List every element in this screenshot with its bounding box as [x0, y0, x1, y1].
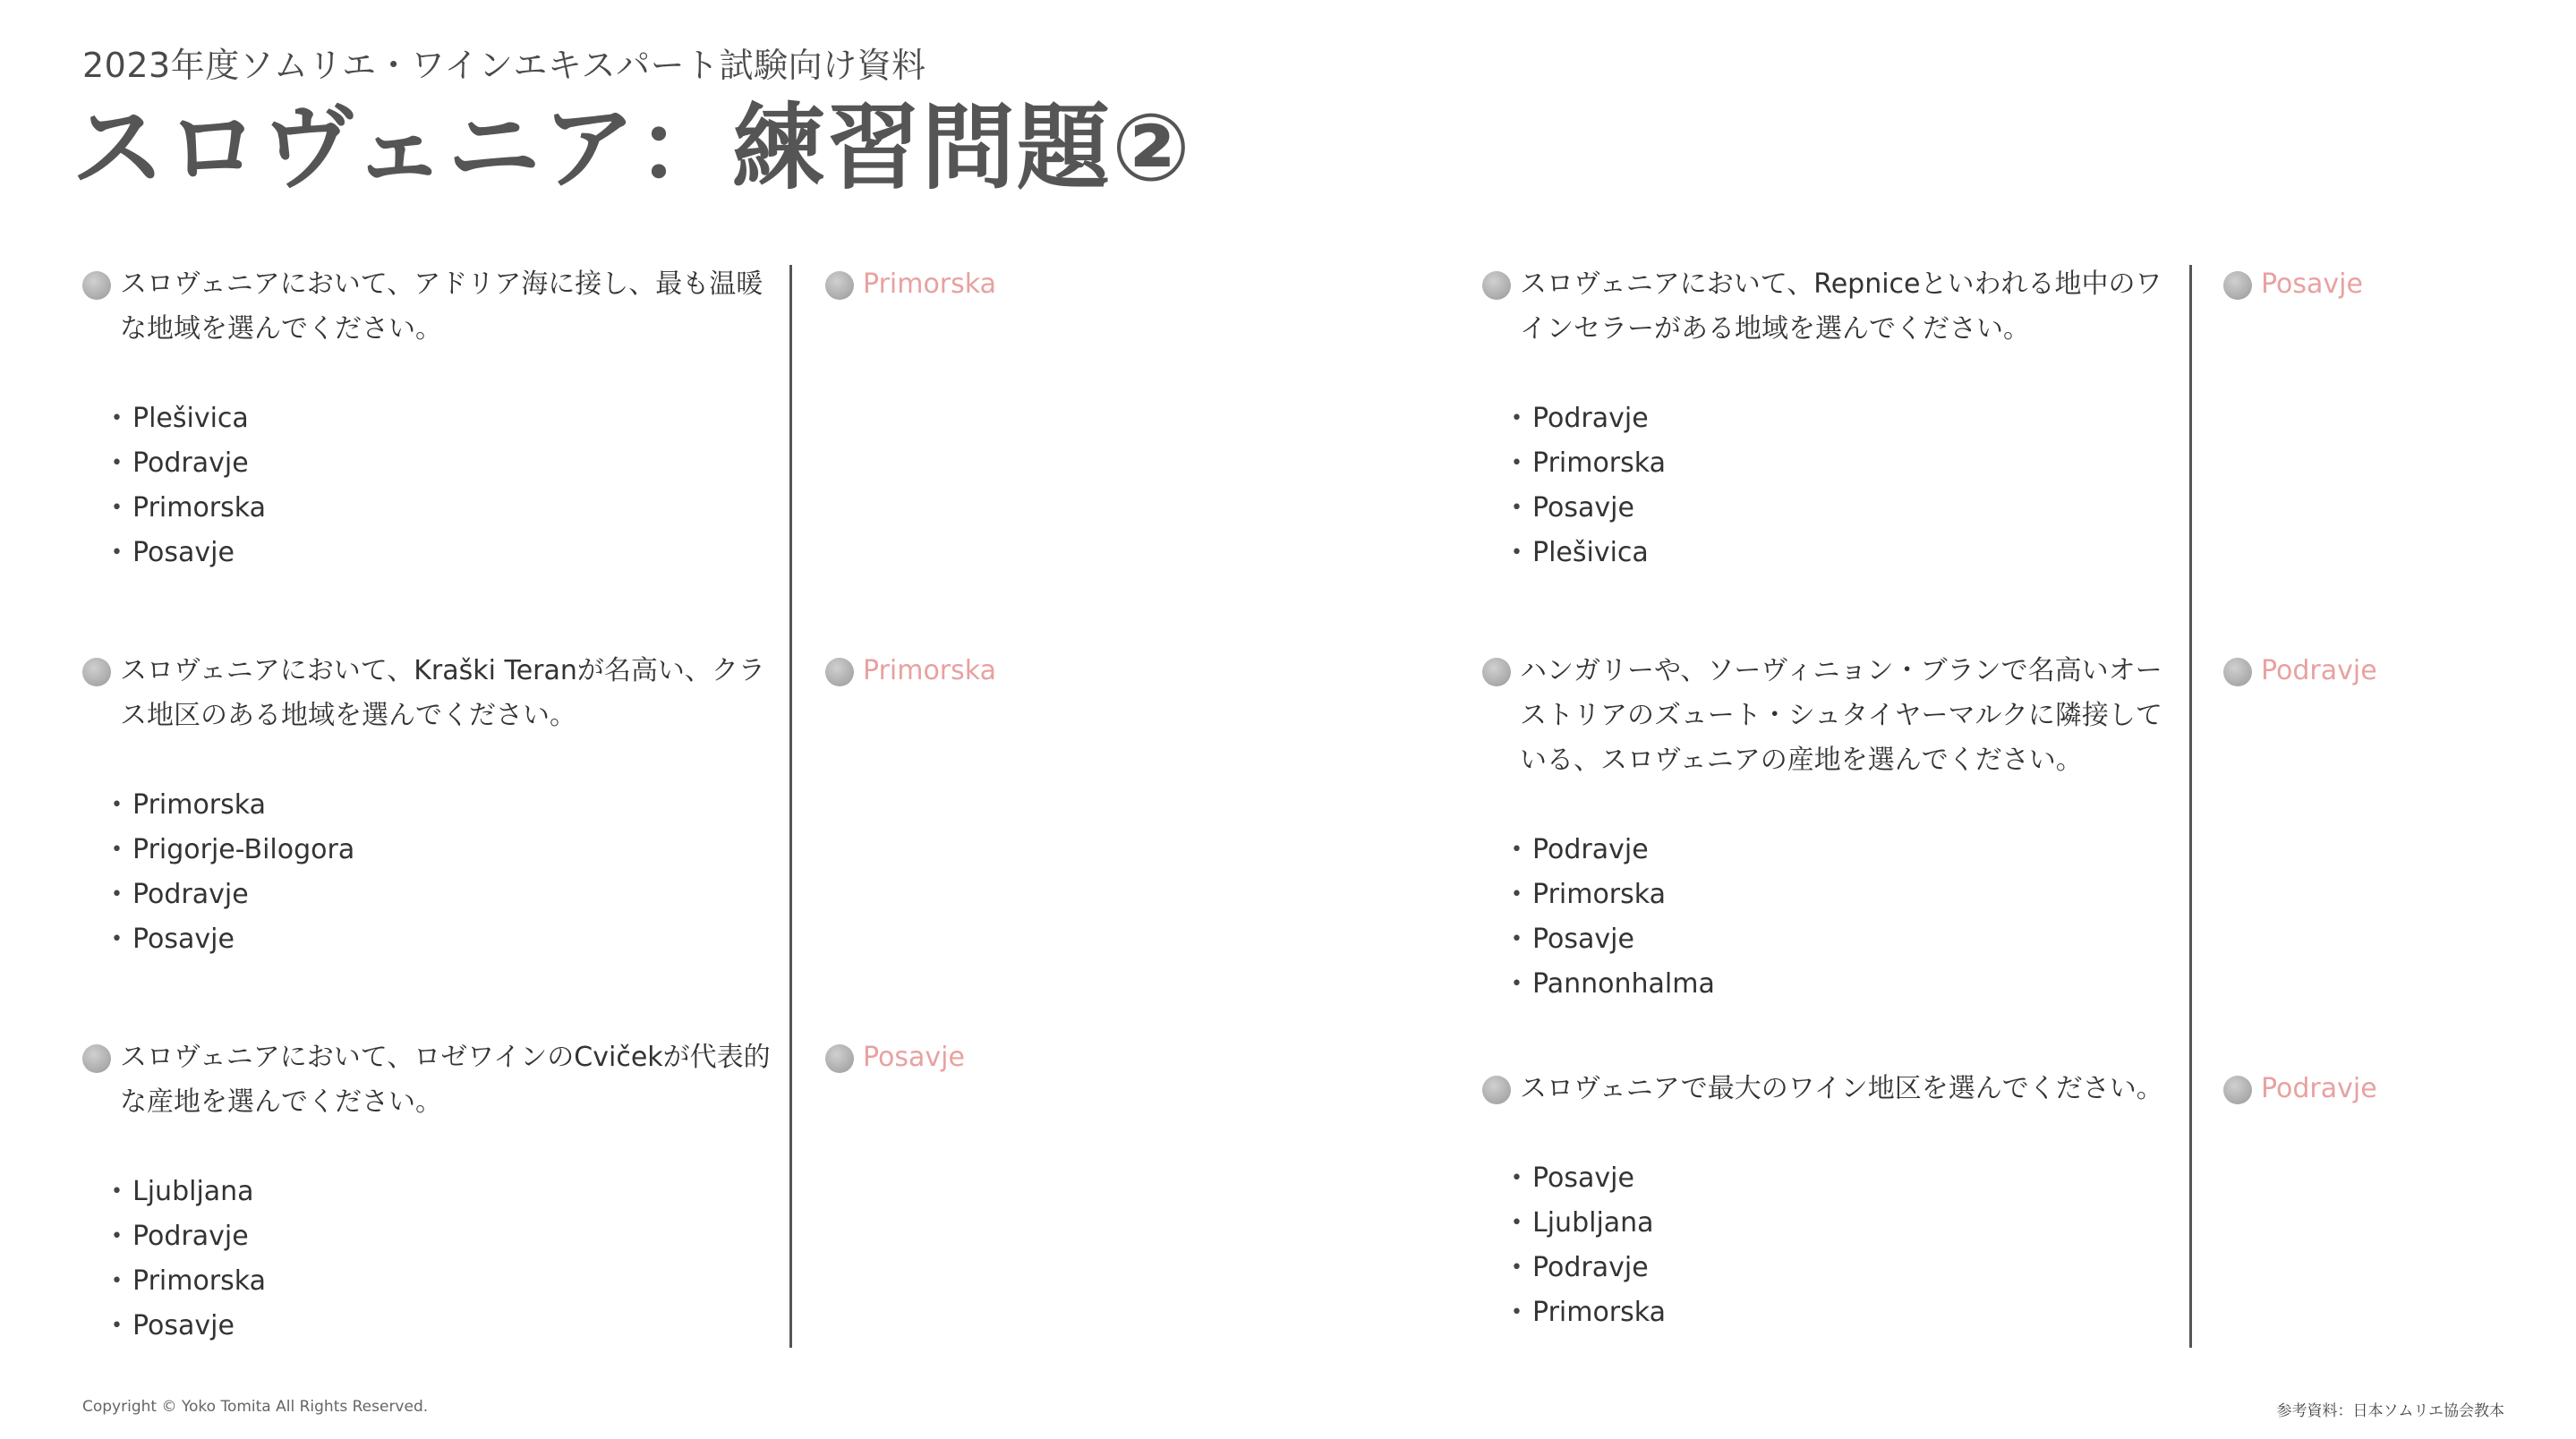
- answer-marker-icon: [2223, 271, 2252, 300]
- option-list: [82, 783, 780, 962]
- option-item: • Ljubljana: [1511, 1201, 2180, 1246]
- option-item: • Podravje: [1511, 828, 2180, 873]
- option-list: [1482, 828, 2180, 1007]
- answer-marker-icon: [825, 658, 854, 686]
- copyright-text: Copyright © Yoko Tomita All Rights Reserved.: [82, 1398, 429, 1416]
- option-item: • Pannonhalma: [1511, 962, 2180, 1007]
- question-marker-icon: [1482, 1076, 1511, 1104]
- question-block-6: [1482, 1067, 2180, 1335]
- question-text: [82, 649, 780, 738]
- option-list: [1482, 396, 2180, 575]
- option-item: • Posavje: [1511, 486, 2180, 531]
- option-item: • Podravje: [111, 441, 780, 486]
- question-label: ハンガリーや、ソーヴィニョン・ブランで名高いオーストリアのズュート・シュタイヤーマルクに隣接している、スロヴェニアの産地を選んでください。: [1520, 655, 2162, 776]
- answer-5: [2223, 649, 2377, 694]
- answer-label: Primorska: [863, 655, 997, 686]
- option-list: [82, 396, 780, 575]
- question-label: スロヴェニアで最大のワイン地区を選んでください。: [1520, 1073, 2163, 1104]
- answer-label: Posavje: [863, 1042, 965, 1073]
- option-item: • Posavje: [111, 531, 780, 575]
- question-label: スロヴェニアにおいて、Repniceといわれる地中のワインセラーがある地域を選んでください。: [1520, 268, 2162, 345]
- option-item: • Primorska: [1511, 441, 2180, 486]
- answer-2: [825, 649, 996, 694]
- option-item: • Primorska: [111, 783, 780, 828]
- answer-label: Podravje: [2261, 655, 2377, 686]
- option-item: • Plešivica: [1511, 531, 2180, 575]
- option-list: [82, 1170, 780, 1349]
- option-item: • Posavje: [111, 1304, 780, 1349]
- answer-marker-icon: [825, 271, 854, 300]
- option-item: • Primorska: [1511, 873, 2180, 917]
- question-text: [1482, 1067, 2180, 1111]
- option-item: • Posavje: [1511, 1156, 2180, 1201]
- question-block-4: [1482, 262, 2180, 575]
- question-label: スロヴェニアにおいて、ロゼワインのCvičekが代表的な産地を選んでください。: [120, 1042, 771, 1118]
- question-label: スロヴェニアにおいて、Kraški Teranが名高い、クラス地区のある地域を選んでください。: [120, 655, 765, 731]
- answer-1: [825, 262, 996, 307]
- answer-6: [2223, 1067, 2377, 1111]
- question-block-5: [1482, 649, 2180, 1007]
- question-marker-icon: [82, 1044, 111, 1073]
- question-block-2: [82, 649, 780, 962]
- option-item: • Primorska: [111, 486, 780, 531]
- answer-marker-icon: [825, 1044, 854, 1073]
- option-item: • Posavje: [1511, 917, 2180, 962]
- question-text: [82, 262, 780, 352]
- page-title: スロヴェニア：練習問題②: [72, 93, 1192, 202]
- option-item: • Podravje: [1511, 396, 2180, 441]
- option-item: • Plešivica: [111, 396, 780, 441]
- question-marker-icon: [1482, 271, 1511, 300]
- question-marker-icon: [82, 271, 111, 300]
- option-item: • Podravje: [111, 1214, 780, 1259]
- answer-label: Podravje: [2261, 1073, 2377, 1104]
- question-marker-icon: [1482, 658, 1511, 686]
- answer-label: Primorska: [863, 268, 997, 300]
- question-text: [82, 1035, 780, 1125]
- question-block-1: [82, 262, 780, 575]
- question-label: スロヴェニアにおいて、アドリア海に接し、最も温暖な地域を選んでください。: [120, 268, 763, 345]
- option-item: • Prigorje-Bilogora: [111, 828, 780, 873]
- question-marker-icon: [82, 658, 111, 686]
- left-divider: [789, 265, 792, 1348]
- answer-marker-icon: [2223, 658, 2252, 686]
- page-subtitle: 2023年度ソムリエ・ワインエキスパート試験向け資料: [82, 46, 926, 85]
- option-item: • Primorska: [1511, 1290, 2180, 1335]
- answer-marker-icon: [2223, 1076, 2252, 1104]
- option-item: • Primorska: [111, 1259, 780, 1304]
- question-block-3: [82, 1035, 780, 1349]
- answer-3: [825, 1035, 965, 1080]
- answer-4: [2223, 262, 2363, 307]
- option-item: • Podravje: [111, 873, 780, 917]
- answer-label: Posavje: [2261, 268, 2363, 300]
- option-item: • Posavje: [111, 917, 780, 962]
- question-text: [1482, 262, 2180, 352]
- reference-text: 参考資料：日本ソムリエ協会教本: [2276, 1402, 2504, 1420]
- option-item: • Ljubljana: [111, 1170, 780, 1214]
- question-text: [1482, 649, 2180, 783]
- option-item: • Podravje: [1511, 1246, 2180, 1290]
- option-list: [1482, 1156, 2180, 1335]
- right-divider: [2189, 265, 2192, 1348]
